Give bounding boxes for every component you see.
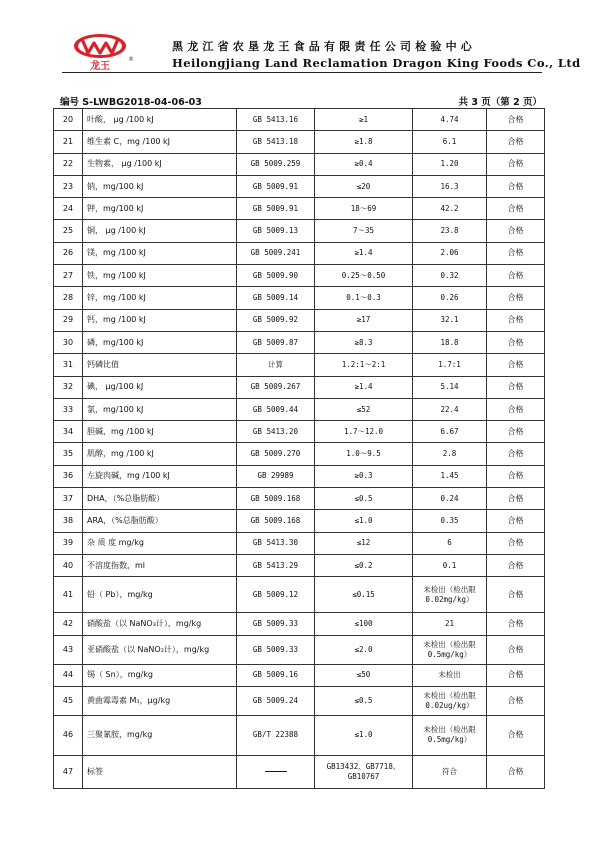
table-row (54, 510, 545, 532)
row-number: 21 (54, 131, 83, 153)
item-name: 生物素， μg /100 kJ (83, 153, 237, 175)
result-value: 23.8 (413, 220, 487, 242)
result-value: 符合 (413, 755, 487, 788)
requirement: ≤0.5 (315, 488, 413, 510)
test-method: GB 5009.87 (237, 331, 315, 353)
table-row (54, 488, 545, 510)
test-method: GB 5009.267 (237, 376, 315, 398)
verdict: 合格 (487, 488, 545, 510)
table-row (54, 755, 545, 788)
verdict: 合格 (487, 510, 545, 532)
requirement: ≤50 (315, 664, 413, 686)
table-row (54, 398, 545, 420)
document-number: 编号 S-LWBG2018-04-06-03 (60, 97, 202, 108)
result-value: 0.24 (413, 488, 487, 510)
requirement: ≥1 (315, 109, 413, 131)
item-name: 锡（ Sn），mg/kg (83, 664, 237, 686)
verdict: 合格 (487, 465, 545, 487)
requirement: ≤0.5 (315, 686, 413, 715)
result-value: 4.74 (413, 109, 487, 131)
requirement: ≤1.0 (315, 510, 413, 532)
row-number: 36 (54, 465, 83, 487)
result-value: 未检出（检出限 0.02ug/kg） (413, 686, 487, 715)
row-number: 47 (54, 755, 83, 788)
table-row (54, 532, 545, 554)
row-number: 41 (54, 577, 83, 613)
test-method: GB 5413.30 (237, 532, 315, 554)
item-name: 杂 质 度 mg/kg (83, 532, 237, 554)
result-value: 1.45 (413, 465, 487, 487)
test-method: GB 5009.33 (237, 613, 315, 635)
table-row (54, 198, 545, 220)
requirement: 7～35 (315, 220, 413, 242)
requirement: ≤0.15 (315, 577, 413, 613)
verdict: 合格 (487, 398, 545, 420)
verdict: 合格 (487, 287, 545, 309)
company-logo (70, 32, 136, 72)
table-row (54, 265, 545, 287)
item-name: 碘， μg/100 kJ (83, 376, 237, 398)
verdict: 合格 (487, 153, 545, 175)
table-row (54, 443, 545, 465)
test-method: GB 5413.16 (237, 109, 315, 131)
item-name: 氯，mg/100 kJ (83, 398, 237, 420)
row-number: 32 (54, 376, 83, 398)
row-number: 33 (54, 398, 83, 420)
test-method: GB 5009.168 (237, 510, 315, 532)
requirement: ≥1.4 (315, 376, 413, 398)
table-row (54, 421, 545, 443)
requirement: ≥0.4 (315, 153, 413, 175)
test-method: GB 5009.12 (237, 577, 315, 613)
row-number: 27 (54, 265, 83, 287)
requirement: 1.7～12.0 (315, 421, 413, 443)
item-name: 黄曲霉毒素 M₁，μg/kg (83, 686, 237, 715)
result-value: 0.35 (413, 510, 487, 532)
item-name: 钙磷比值 (83, 354, 237, 376)
test-method: GB 5413.29 (237, 554, 315, 576)
verdict: 合格 (487, 686, 545, 715)
item-name: 铜， μg /100 kJ (83, 220, 237, 242)
requirement: ≤52 (315, 398, 413, 420)
requirement: 1.2:1～2:1 (315, 354, 413, 376)
row-number: 37 (54, 488, 83, 510)
test-method: GB 5413.18 (237, 131, 315, 153)
verdict: 合格 (487, 309, 545, 331)
row-number: 29 (54, 309, 83, 331)
verdict: 合格 (487, 198, 545, 220)
test-method: GB 5009.91 (237, 175, 315, 197)
requirement: 18～69 (315, 198, 413, 220)
item-name: 三聚氰胺，mg/kg (83, 715, 237, 755)
table-row (54, 664, 545, 686)
table-row (54, 331, 545, 353)
row-number: 38 (54, 510, 83, 532)
table-row (54, 613, 545, 635)
item-name: 肌醇，mg /100 kJ (83, 443, 237, 465)
row-number: 42 (54, 613, 83, 635)
company-name-en: Heilongjiang Land Reclamation Dragon King Foods Co., Ltd (172, 56, 581, 70)
result-value: 22.4 (413, 398, 487, 420)
requirement: ≥8.3 (315, 331, 413, 353)
registered-mark: ® (128, 56, 134, 63)
item-name: 维生素 C，mg /100 kJ (83, 131, 237, 153)
requirement: ≤1.0 (315, 715, 413, 755)
verdict: 合格 (487, 242, 545, 264)
test-method: GB 5009.14 (237, 287, 315, 309)
test-method: GB 5009.24 (237, 686, 315, 715)
verdict: 合格 (487, 577, 545, 613)
requirement: 1.0～9.5 (315, 443, 413, 465)
test-method: GB 5413.20 (237, 421, 315, 443)
verdict: 合格 (487, 376, 545, 398)
test-method: 计算 (237, 354, 315, 376)
header-divider (62, 72, 542, 73)
test-method: GB 5009.259 (237, 153, 315, 175)
result-value: 0.1 (413, 554, 487, 576)
verdict: 合格 (487, 109, 545, 131)
item-name: 左旋肉碱，mg /100 kJ (83, 465, 237, 487)
verdict: 合格 (487, 354, 545, 376)
row-number: 20 (54, 109, 83, 131)
result-value: 21 (413, 613, 487, 635)
row-number: 28 (54, 287, 83, 309)
table-row (54, 131, 545, 153)
requirement: ≤20 (315, 175, 413, 197)
result-value: 5.14 (413, 376, 487, 398)
row-number: 43 (54, 635, 83, 664)
verdict: 合格 (487, 443, 545, 465)
verdict: 合格 (487, 220, 545, 242)
results-table (53, 108, 545, 789)
result-value: 1.20 (413, 153, 487, 175)
table-row (54, 109, 545, 131)
result-value: 6.67 (413, 421, 487, 443)
requirement: ≤100 (315, 613, 413, 635)
letterhead (62, 28, 581, 74)
requirement: 0.1～0.3 (315, 287, 413, 309)
requirement: GB13432、GB7718、GB10767 (315, 755, 413, 788)
dash-mark (265, 771, 287, 772)
test-method: GB 5009.13 (237, 220, 315, 242)
row-number: 24 (54, 198, 83, 220)
row-number: 45 (54, 686, 83, 715)
verdict: 合格 (487, 131, 545, 153)
test-method (237, 755, 315, 788)
test-method: GB 5009.270 (237, 443, 315, 465)
table-row (54, 715, 545, 755)
result-value: 未检出 (413, 664, 487, 686)
requirement: ≥0.3 (315, 465, 413, 487)
item-name: DHA，（%总脂肪酸） (83, 488, 237, 510)
verdict: 合格 (487, 554, 545, 576)
item-name: 硝酸盐（以 NaNO₃计），mg/kg (83, 613, 237, 635)
requirement: 0.25～0.50 (315, 265, 413, 287)
requirement: ≥1.8 (315, 131, 413, 153)
row-number: 44 (54, 664, 83, 686)
verdict: 合格 (487, 664, 545, 686)
item-name: 铁，mg /100 kJ (83, 265, 237, 287)
row-number: 35 (54, 443, 83, 465)
table-row (54, 635, 545, 664)
row-number: 22 (54, 153, 83, 175)
verdict: 合格 (487, 635, 545, 664)
test-method: GB 5009.168 (237, 488, 315, 510)
verdict: 合格 (487, 175, 545, 197)
result-value: 16.3 (413, 175, 487, 197)
table-row (54, 287, 545, 309)
requirement: ≥17 (315, 309, 413, 331)
company-name-cn: 黑龙江省农垦龙王食品有限责任公司检验中心 (172, 40, 476, 53)
table-row (54, 376, 545, 398)
result-value: 2.06 (413, 242, 487, 264)
result-value: 未检出（检出限 0.02mg/kg） (413, 577, 487, 613)
item-name: 亚硝酸盐（以 NaNO₂计），mg/kg (83, 635, 237, 664)
item-name: ARA，（%总脂肪酸） (83, 510, 237, 532)
table-row (54, 577, 545, 613)
result-value: 42.2 (413, 198, 487, 220)
item-name: 锌，mg /100 kJ (83, 287, 237, 309)
test-method: GB 5009.33 (237, 635, 315, 664)
table-row (54, 354, 545, 376)
item-name: 胆碱，mg /100 kJ (83, 421, 237, 443)
table-row (54, 465, 545, 487)
requirement: ≤2.0 (315, 635, 413, 664)
result-value: 18.8 (413, 331, 487, 353)
test-method: GB 5009.90 (237, 265, 315, 287)
table-row (54, 686, 545, 715)
item-name: 叶酸， μg /100 kJ (83, 109, 237, 131)
verdict: 合格 (487, 613, 545, 635)
item-name: 标签 (83, 755, 237, 788)
row-number: 40 (54, 554, 83, 576)
result-value: 1.7:1 (413, 354, 487, 376)
verdict: 合格 (487, 331, 545, 353)
row-number: 23 (54, 175, 83, 197)
item-name: 镁，mg /100 kJ (83, 242, 237, 264)
test-method: GB 29989 (237, 465, 315, 487)
item-name: 钙，mg /100 kJ (83, 309, 237, 331)
row-number: 31 (54, 354, 83, 376)
table-row (54, 554, 545, 576)
item-name: 不溶度指数，ml (83, 554, 237, 576)
requirement: ≥1.4 (315, 242, 413, 264)
table-row (54, 153, 545, 175)
item-name: 磷，mg/100 kJ (83, 331, 237, 353)
result-value: 6 (413, 532, 487, 554)
result-value: 2.8 (413, 443, 487, 465)
result-value: 0.32 (413, 265, 487, 287)
requirement: ≤12 (315, 532, 413, 554)
page-indicator: 共 3 页（第 2 页） (458, 97, 542, 108)
result-value: 未检出（检出限 0.5mg/kg） (413, 715, 487, 755)
table-row (54, 175, 545, 197)
test-method: GB 5009.91 (237, 198, 315, 220)
table-row (54, 242, 545, 264)
test-method: GB 5009.241 (237, 242, 315, 264)
table-row (54, 220, 545, 242)
verdict: 合格 (487, 755, 545, 788)
result-value: 0.26 (413, 287, 487, 309)
test-method: GB 5009.16 (237, 664, 315, 686)
row-number: 46 (54, 715, 83, 755)
test-method: GB 5009.92 (237, 309, 315, 331)
item-name: 钾，mg/100 kJ (83, 198, 237, 220)
table-row (54, 309, 545, 331)
row-number: 30 (54, 331, 83, 353)
item-name: 钠，mg/100 kJ (83, 175, 237, 197)
verdict: 合格 (487, 421, 545, 443)
item-name: 铅（ Pb），mg/kg (83, 577, 237, 613)
row-number: 34 (54, 421, 83, 443)
row-number: 26 (54, 242, 83, 264)
row-number: 39 (54, 532, 83, 554)
logo-text: 龙王 (90, 61, 110, 72)
requirement: ≤0.2 (315, 554, 413, 576)
result-value: 未检出（检出限 0.5mg/kg） (413, 635, 487, 664)
result-value: 32.1 (413, 309, 487, 331)
test-method: GB 5009.44 (237, 398, 315, 420)
result-value: 6.1 (413, 131, 487, 153)
verdict: 合格 (487, 265, 545, 287)
test-method: GB/T 22388 (237, 715, 315, 755)
verdict: 合格 (487, 532, 545, 554)
verdict: 合格 (487, 715, 545, 755)
row-number: 25 (54, 220, 83, 242)
